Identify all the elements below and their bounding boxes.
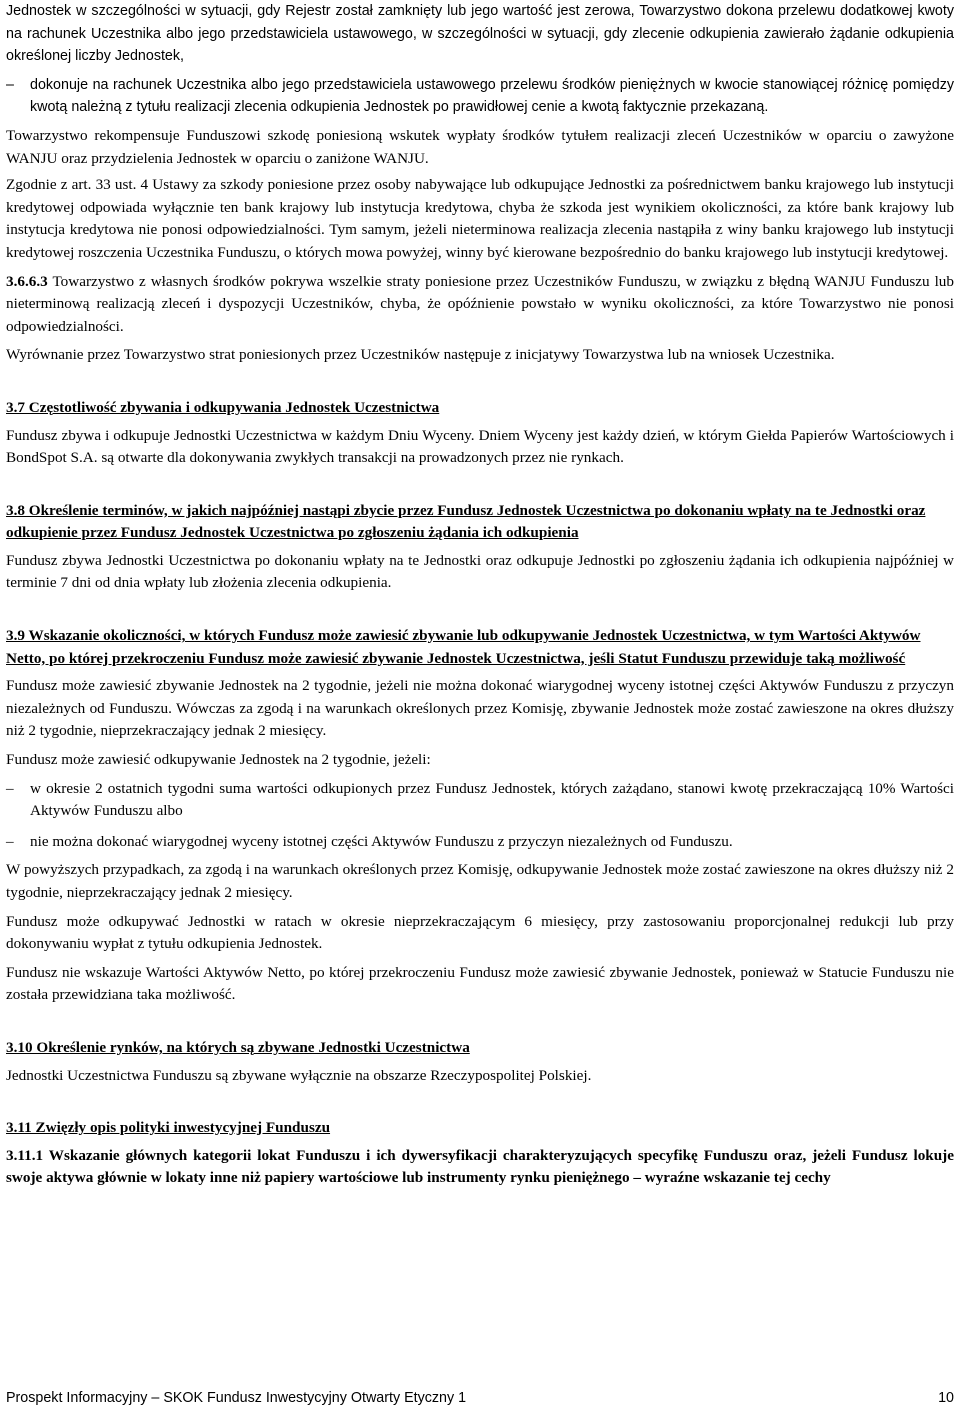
page-footer bbox=[6, 1390, 954, 1406]
paragraph: Fundusz może odkupywać Jednostki w ratach w okresie nieprzekraczającym 6 miesięcy, przy zastosowaniu proporcjonalnej redukcji lub przy dokonywaniu wypłat z tytułu odkupienia Jednostek. bbox=[6, 912, 954, 953]
list-item-text: nie można dokonać wiarygodnej wyceny istotnej części Aktywów Funduszu z przyczyn niezależnych od Funduszu. bbox=[30, 832, 733, 850]
paragraph bbox=[6, 271, 954, 339]
paragraph-text: Towarzystwo z własnych środków pokrywa wszelkie straty poniesione przez Uczestników Funduszu, w związku z błędną WANJU Funduszu lub nieterminową realizacją zleceń i dyspozycji Uczestników, chyba, że opóźnienie powstało w wyniku okoliczności, za które Towarzystwo nie ponosi odpowiedzialności. bbox=[6, 272, 954, 335]
paragraph: Fundusz zbywa Jednostki Uczestnictwa po dokonaniu wpłaty na te Jednostki oraz odkupuje Jednostki po zgłoszeniu żądania ich odkupienia najpóźniej w terminie 7 dni od dnia wpłaty lub złożenia zlecenia odkupienia. bbox=[6, 551, 954, 592]
list-item-text: dokonuje na rachunek Uczestnika albo jego przedstawiciela ustawowego przelewu środków pieniężnych w kwocie stanowiącej różnicę pomiędzy kwotą należną z tytułu realizacji zlecenia odkupienia Jednostek po prawidłowej cenie a kwotą faktycznie przekazaną. bbox=[30, 76, 954, 116]
paragraph: Fundusz może zawiesić odkupywanie Jednostek na 2 tygodnie, jeżeli: bbox=[6, 751, 431, 769]
list-item bbox=[6, 831, 954, 854]
paragraph: W powyższych przypadkach, za zgodą i na warunkach określonych przez Komisję, odkupywanie Jednostek może zostać zawieszone na okres dłuższy niż 2 tygodnie, nieprzekraczający jednak 2 miesięcy. bbox=[6, 861, 954, 901]
paragraph: Fundusz nie wskazuje Wartości Aktywów Netto, po której przekroczeniu Fundusz może zawiesić zbywanie Jednostek, ponieważ w Statucie Funduszu nie została przewidziana taka możliwość. bbox=[6, 963, 954, 1004]
document-page bbox=[6, 0, 954, 1190]
paragraph: Wyrównanie przez Towarzystwo strat poniesionych przez Uczestników następuje z inicjatywy Towarzystwa lub na wniosek Uczestnika. bbox=[6, 346, 835, 364]
paragraph: Zgodnie z art. 33 ust. 4 Ustawy za szkody poniesione przez osoby nabywające lub odkupujące Jednostki za pośrednictwem banku krajowego lub instytucji kredytowej odpowiada wyłącznie ten bank krajowy lub instytucja kredytowa, chyba że szkoda jest wynikiem okoliczności, za które bank krajowy lub instytucja kredytowa nie ponosi odpowiedzialności. Tym samym, jeżeli nieterminowa realizacja zlecenia nastąpiła z winy banku krajowego lub instytucji kredytowej roszczenia Uczestnika Funduszu, o których mowa powyżej, winny być kierowane bezpośrednio do banku krajowego lub instytucji kredytowej. bbox=[6, 176, 954, 261]
section-heading-3-9: 3.9 Wskazanie okoliczności, w których Fundusz może zawiesić zbywanie lub odkupywanie Jednostek Uczestnictwa, w tym Wartości Aktywów Netto, po której przekroczeniu Fundusz może zawiesić zbywanie Jednostek Uczestnictwa, jeśli Statut Funduszu przewiduje taką możliwość bbox=[6, 627, 921, 667]
paragraph: Fundusz zbywa i odkupuje Jednostki Uczestnictwa w każdym Dniu Wyceny. Dniem Wyceny jest każdy dzień, w którym Giełda Papierów Wartościowych i BondSpot S.A. są otwarte dla dokonywania zwykłych transakcji na prowadzonych przez nie rynkach. bbox=[6, 426, 954, 467]
list-item-text: w okresie 2 ostatnich tygodni suma wartości odkupionych przez Fundusz Jednostek, których zażądano, stanowi kwotę przekraczającą 10% Wartości Aktywów Funduszu albo bbox=[30, 779, 954, 820]
paragraph: Jednostek w szczególności w sytuacji, gdy Rejestr został zamknięty lub jego wartość jest zerowa, Towarzystwo dokona przelewu dodatkowej kwoty na rachunek Uczestnika albo jego przedstawiciela ustawowego, w szczególności w sytuacji, gdy zlecenie odkupienia zawierało żądanie odkupienia określonej liczby Jednostek, bbox=[6, 3, 954, 65]
paragraph: Towarzystwo rekompensuje Funduszowi szkodę poniesioną wskutek wypłaty środków tytułem realizacji zleceń Uczestników w oparciu o zawyżone WANJU oraz przydzielenia Jednostek w oparciu o zaniżone WANJU. bbox=[6, 126, 954, 167]
list-item bbox=[6, 778, 954, 823]
section-heading-3-11: 3.11 Zwięzły opis polityki inwestycyjnej Funduszu bbox=[6, 1119, 331, 1137]
paragraph: Jednostki Uczestnictwa Funduszu są zbywane wyłącznie na obszarze Rzeczypospolitej Polskiej. bbox=[6, 1066, 592, 1084]
list-dash: – bbox=[6, 76, 14, 93]
paragraph: Fundusz może zawiesić zbywanie Jednostek na 2 tygodnie, jeżeli nie można dokonać wiarygodnej wyceny istotnej części Aktywów Funduszu z przyczyn niezależnych od Funduszu. Wówczas za zgodą i na warunkach określonych przez Komisję, zbywanie Jednostek może zostać zawieszone na okres dłuższy niż 2 tygodnie, nieprzekraczający jednak 2 miesięcy. bbox=[6, 677, 954, 740]
section-heading-3-8: 3.8 Określenie terminów, w jakich najpóźniej nastąpi zbycie przez Fundusz Jednostek Uczestnictwa po dokonaniu wpłaty na te Jednostki oraz odkupienie przez Fundusz Jednostek Uczestnictwa po zgłoszeniu żądania ich odkupienia bbox=[6, 501, 926, 542]
section-number: 3.6.6.3 bbox=[6, 272, 48, 290]
footer-title: Prospekt Informacyjny – SKOK Fundusz Inwestycyjny Otwarty Etyczny 1 bbox=[6, 1390, 467, 1406]
section-heading-3-7: 3.7 Częstotliwość zbywania i odkupywania Jednostek Uczestnictwa bbox=[6, 398, 440, 416]
list-dash: – bbox=[6, 779, 14, 797]
list-item bbox=[6, 74, 954, 119]
list-dash: – bbox=[6, 832, 14, 850]
section-heading-3-10: 3.10 Określenie rynków, na których są zbywane Jednostki Uczestnictwa bbox=[6, 1038, 470, 1056]
subsection-heading-3-11-1: 3.11.1 Wskazanie głównych kategorii lokat Funduszu i ich dywersyfikacji charakteryzujących specyfikę Funduszu oraz, jeżeli Fundusz lokuje swoje aktywa głównie w lokaty inne niż papiery wartościowe lub instrumenty rynku pieniężnego – wyraźne wskazanie tej cechy bbox=[6, 1146, 954, 1187]
page-number: 10 bbox=[938, 1390, 954, 1406]
